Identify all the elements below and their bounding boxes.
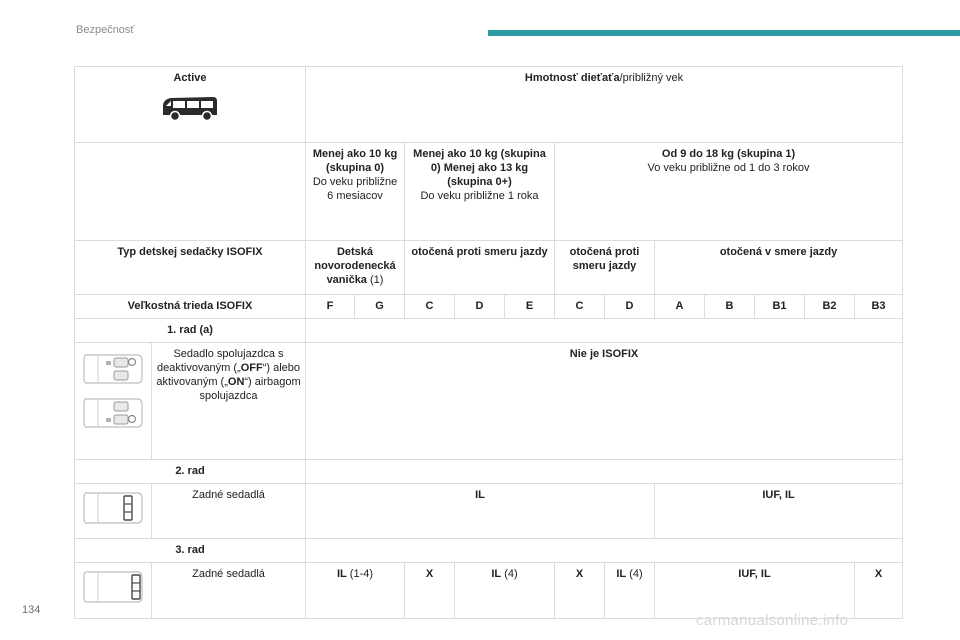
isofix-table	[74, 66, 903, 619]
size-class-cell: C	[555, 295, 605, 319]
size-class-cell: B2	[805, 295, 855, 319]
empty-cell	[306, 319, 903, 343]
row2-heading: 2. rad	[75, 460, 306, 484]
van-icon	[159, 93, 221, 123]
empty-cell	[75, 143, 306, 241]
size-class-cell: C	[405, 295, 455, 319]
corner-cell	[75, 67, 306, 143]
size-class-cell: B	[705, 295, 755, 319]
seat-diagram-third-row-icon	[80, 569, 146, 605]
row3-cell: IL (4)	[455, 563, 555, 619]
row2-seat-label: Zadné sedadlá	[152, 484, 306, 539]
size-class-cell: D	[605, 295, 655, 319]
weight-group-3: Od 9 do 18 kg (skupina 1) Vo veku približne od 1 do 3 rokov	[555, 143, 903, 241]
row1-seat-diagram	[75, 343, 152, 460]
size-class-cell: D	[455, 295, 505, 319]
seat-diagram-front-off-icon	[80, 349, 146, 389]
section-title: Bezpečnosť	[76, 24, 135, 36]
row2-value-2: IUF, IL	[655, 484, 903, 539]
row3-heading: 3. rad	[75, 539, 306, 563]
seat-type-3: otočená proti smeru jazdy	[555, 241, 655, 295]
empty-cell	[306, 539, 903, 563]
row3-cell: IL (1-4)	[306, 563, 405, 619]
row1-heading: 1. rad (a)	[75, 319, 306, 343]
row1-seat-description: Sedadlo spolujazdca s deaktivovaným („OFF“) alebo aktivovaným („ON“) airbagom spolujazdca	[152, 343, 306, 460]
header-accent-bar	[488, 30, 960, 36]
row3-cell: X	[405, 563, 455, 619]
row3-cell: IUF, IL	[655, 563, 855, 619]
seat-type-2: otočená proti smeru jazdy	[405, 241, 555, 295]
row3-seat-label: Zadné sedadlá	[152, 563, 306, 619]
size-class-label: Veľkostná trieda ISOFIX	[75, 295, 306, 319]
weight-group-2: Menej ako 10 kg (skupina 0) Menej ako 13 kg (skupina 0+) Do veku približne 1 roka	[405, 143, 555, 241]
watermark: carmanualsonline.info	[696, 612, 849, 629]
size-class-cell: A	[655, 295, 705, 319]
seat-type-4: otočená v smere jazdy	[655, 241, 903, 295]
seat-type-1: Detská novorodenecká vanička (1)	[306, 241, 405, 295]
weight-group-1: Menej ako 10 kg (skupina 0) Do veku približne 6 mesiacov	[306, 143, 405, 241]
size-class-cell: B1	[755, 295, 805, 319]
seat-type-label: Typ detskej sedačky ISOFIX	[75, 241, 306, 295]
size-class-cell: F	[306, 295, 355, 319]
empty-cell	[306, 460, 903, 484]
row3-cell: X	[555, 563, 605, 619]
size-class-cell: B3	[855, 295, 903, 319]
row1-value: Nie je ISOFIX	[306, 343, 903, 460]
row3-cell: IL (4)	[605, 563, 655, 619]
seat-diagram-second-row-icon	[80, 490, 146, 526]
row3-seat-diagram	[75, 563, 152, 619]
corner-label: Active	[173, 72, 207, 84]
row2-seat-diagram	[75, 484, 152, 539]
seat-diagram-front-on-icon	[80, 393, 146, 433]
weight-header: Hmotnosť dieťaťa/približný vek	[306, 67, 903, 143]
size-class-cell: E	[505, 295, 555, 319]
row3-cell: X	[855, 563, 903, 619]
row2-value-1: IL	[306, 484, 655, 539]
size-class-cell: G	[355, 295, 405, 319]
page-number: 134	[22, 604, 41, 616]
